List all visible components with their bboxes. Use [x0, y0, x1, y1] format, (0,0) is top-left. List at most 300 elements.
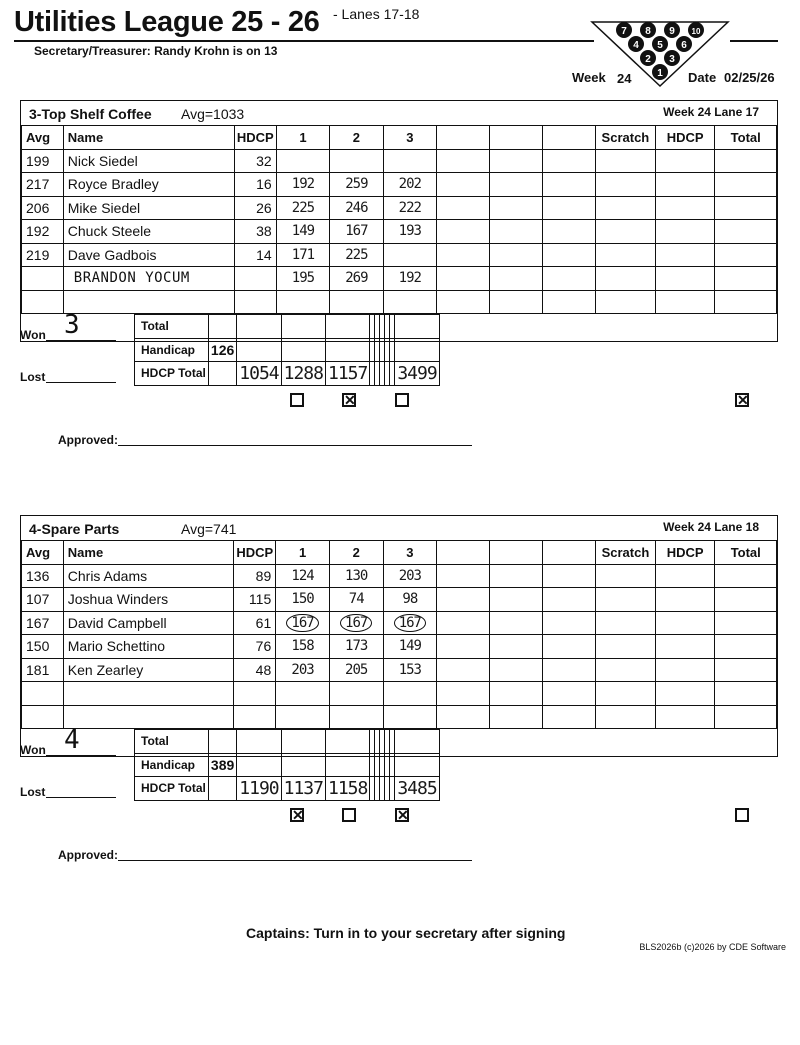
empty-cell [437, 705, 490, 729]
game-score: 167 [394, 614, 426, 632]
summary-table [134, 729, 440, 801]
empty-cell [655, 588, 715, 612]
win-checkbox-g1[interactable] [290, 393, 304, 407]
empty-cell [543, 267, 596, 291]
hdcp-total-game-1: 1190 [237, 777, 281, 801]
summary-row-total [135, 315, 440, 339]
empty-cell [63, 682, 234, 706]
col-game-3: 3 [383, 541, 437, 565]
won-label: Won [20, 743, 46, 757]
empty-cell [596, 682, 656, 706]
secretary-info: Secretary/Treasurer: Randy Krohn is on 13 [34, 44, 278, 58]
empty-cell [715, 705, 777, 729]
col-blank [437, 541, 490, 565]
summary-row-handicap [135, 753, 440, 777]
player-game-2 [329, 588, 383, 612]
pin-7-label: 7 [621, 26, 627, 37]
player-row [22, 290, 777, 314]
empty-cell [543, 588, 596, 612]
col-scratch: Scratch [596, 541, 656, 565]
lost-label: Lost [20, 370, 46, 384]
game-score: 149 [291, 223, 315, 240]
empty-cell [437, 173, 490, 197]
empty-cell [715, 611, 777, 635]
team-header [21, 516, 777, 541]
summary-label: HDCP Total [135, 362, 209, 386]
empty-cell [490, 173, 543, 197]
empty-cell [234, 682, 276, 706]
col-scratch: Scratch [595, 126, 655, 150]
summary-row-hdcp-total [135, 777, 440, 801]
summary-hdcp [208, 730, 236, 754]
empty-cell [437, 658, 490, 682]
empty-cell [490, 588, 543, 612]
pin-5-label: 5 [657, 40, 663, 51]
team-name: 3-Top Shelf Coffee [29, 106, 152, 122]
empty-cell [490, 290, 543, 314]
column-header-row [22, 541, 777, 565]
won-value: 4 [64, 725, 80, 755]
empty-cell [596, 611, 656, 635]
hdcp-total-series: 3499 [395, 362, 439, 386]
empty-cell [543, 173, 596, 197]
game-score: 98 [402, 591, 418, 608]
col-blank [543, 126, 596, 150]
col-blank [490, 541, 543, 565]
win-checkbox-g1[interactable]: ✕ [292, 807, 304, 823]
empty-cell [715, 588, 777, 612]
won-line [46, 755, 116, 756]
game-score: 269 [345, 270, 368, 287]
empty-cell [655, 243, 715, 267]
score-grid [21, 125, 777, 314]
empty-cell [437, 682, 490, 706]
player-avg: 150 [22, 635, 64, 659]
player-game-3 [383, 611, 437, 635]
player-name: Chuck Steele [63, 220, 234, 244]
game-score: 158 [291, 638, 314, 655]
empty-cell [715, 220, 777, 244]
col-avg: Avg [22, 126, 64, 150]
player-game-2 [330, 220, 383, 244]
summary-hdcp: 389 [208, 753, 236, 777]
empty-cell [715, 658, 777, 682]
col-hdcp-total: HDCP [655, 541, 715, 565]
empty-cell [595, 196, 655, 220]
empty-cell [543, 196, 596, 220]
empty-cell [281, 338, 325, 362]
player-game-2 [329, 564, 383, 588]
hdcp-total-game-2: 1137 [281, 777, 325, 801]
empty-cell [437, 564, 490, 588]
player-game-1 [276, 564, 330, 588]
empty-cell [655, 635, 715, 659]
empty-cell [490, 635, 543, 659]
empty-cell [437, 220, 490, 244]
player-name: Mario Schettino [63, 635, 234, 659]
team-average: Avg=1033 [181, 106, 245, 122]
empty-cell [715, 635, 777, 659]
empty-cell [715, 173, 777, 197]
empty-cell [490, 243, 543, 267]
empty-cell [655, 290, 715, 314]
win-checkbox-total[interactable]: ✕ [737, 392, 749, 408]
game-score: 259 [345, 176, 368, 193]
col-blank [490, 126, 543, 150]
lanes-label: - Lanes 17-18 [333, 6, 420, 22]
empty-cell [595, 173, 655, 197]
team-sheet-1 [20, 100, 778, 342]
player-row [22, 588, 777, 612]
col-blank [437, 126, 490, 150]
empty-cell [490, 196, 543, 220]
player-game-3 [383, 658, 437, 682]
team-average: Avg=741 [181, 521, 237, 537]
empty-cell [437, 290, 490, 314]
player-row [22, 705, 777, 729]
player-game-3 [383, 267, 436, 291]
empty-cell [655, 682, 715, 706]
player-hdcp: 32 [234, 149, 276, 173]
player-game-2 [330, 243, 383, 267]
player-name: Dave Gadbois [63, 243, 234, 267]
empty-cell [22, 290, 64, 314]
league-title: Utilities League 25 - 26 [14, 6, 320, 38]
summary-row-handicap [135, 338, 440, 362]
empty-cell [329, 682, 383, 706]
game-score: 192 [398, 270, 421, 287]
team-header [21, 101, 777, 126]
player-row [22, 220, 777, 244]
player-avg: 199 [22, 149, 64, 173]
week-value: 24 [617, 71, 632, 86]
pin-2-label: 2 [645, 54, 651, 65]
player-game-3 [383, 243, 436, 267]
player-name: Nick Siedel [63, 149, 234, 173]
captains-instruction: Captains: Turn in to your secretary after signing [246, 925, 566, 941]
empty-cell [383, 290, 436, 314]
player-game-1 [276, 635, 330, 659]
empty-cell [715, 564, 777, 588]
empty-cell [543, 611, 596, 635]
empty-cell [276, 682, 330, 706]
empty-cell [437, 588, 490, 612]
empty-cell [543, 705, 596, 729]
player-game-3 [383, 149, 436, 173]
player-game-2 [329, 658, 383, 682]
empty-cell [595, 220, 655, 244]
pin-3-label: 3 [669, 54, 675, 65]
empty-cell [437, 611, 490, 635]
player-game-1 [276, 658, 330, 682]
empty-cell [63, 290, 234, 314]
hdcp-total-game-1: 1054 [237, 362, 281, 386]
empty-cell [276, 705, 330, 729]
empty-cell [237, 315, 281, 339]
player-avg: 192 [22, 220, 64, 244]
empty-cell [490, 658, 543, 682]
date-value: 02/25/26 [724, 70, 775, 85]
player-game-2 [329, 611, 383, 635]
copyright: BLS2026b (c)2026 by CDE Software [639, 942, 786, 952]
empty-cell [395, 730, 439, 754]
player-name: David Campbell [63, 611, 234, 635]
empty-cell [655, 220, 715, 244]
team-sheet-2 [20, 515, 778, 757]
empty-cell [281, 753, 325, 777]
empty-cell [655, 705, 715, 729]
pin-4-label: 4 [633, 40, 639, 51]
player-game-1 [276, 173, 329, 197]
win-checkbox-g3[interactable]: ✕ [397, 807, 409, 823]
empty-cell [395, 338, 439, 362]
empty-cell [437, 267, 490, 291]
empty-cell [655, 173, 715, 197]
game-score: 205 [345, 661, 368, 678]
title-underline [14, 40, 594, 42]
empty-cell [595, 243, 655, 267]
col-name: Name [63, 126, 234, 150]
win-checkbox-g2[interactable] [342, 808, 356, 822]
win-checkbox-g3[interactable] [395, 393, 409, 407]
player-game-3 [383, 173, 436, 197]
won-value: 3 [64, 310, 80, 340]
team-name: 4-Spare Parts [29, 521, 120, 537]
lost-line [46, 797, 116, 798]
player-row [22, 196, 777, 220]
player-hdcp: 89 [234, 564, 276, 588]
empty-cell [437, 149, 490, 173]
col-game-2: 2 [329, 541, 383, 565]
player-avg: 219 [22, 243, 64, 267]
empty-cell [490, 705, 543, 729]
player-game-1 [276, 149, 329, 173]
player-avg: 107 [22, 588, 64, 612]
empty-cell [715, 290, 777, 314]
game-score: 195 [291, 270, 315, 287]
player-hdcp: 115 [234, 588, 276, 612]
lost-line [46, 382, 116, 383]
empty-cell [325, 315, 369, 339]
empty-cell [490, 564, 543, 588]
week-lane-label: Week 24 Lane 17 [663, 105, 759, 119]
empty-cell [543, 658, 596, 682]
approved-label: Approved: [58, 433, 118, 447]
game-score: 173 [345, 638, 368, 655]
summary-label: Total [135, 315, 209, 339]
empty-cell [234, 705, 276, 729]
summary-hdcp [208, 777, 236, 801]
hdcp-total-series: 3485 [395, 777, 439, 801]
date-label: Date [688, 70, 717, 85]
empty-cell [596, 564, 656, 588]
column-header-row [22, 126, 777, 150]
game-score: 193 [398, 223, 421, 240]
empty-cell [281, 730, 325, 754]
player-name: Joshua Winders [63, 588, 234, 612]
hdcp-total-game-3: 1157 [325, 362, 369, 386]
col-game-3: 3 [383, 126, 436, 150]
empty-cell [383, 682, 437, 706]
player-game-3 [383, 220, 436, 244]
summary-label: Handicap [135, 753, 209, 777]
player-name: Ken Zearley [63, 658, 234, 682]
empty-cell [395, 753, 439, 777]
win-checkbox-total[interactable] [735, 808, 749, 822]
empty-cell [395, 315, 439, 339]
empty-cell [715, 267, 777, 291]
player-game-1 [276, 243, 329, 267]
empty-cell [63, 705, 234, 729]
game-score: 153 [398, 661, 421, 678]
empty-cell [325, 338, 369, 362]
empty-cell [490, 682, 543, 706]
pin-6-label: 6 [681, 40, 687, 51]
player-avg: 206 [22, 196, 64, 220]
summary-label: HDCP Total [135, 777, 209, 801]
col-hdcp: HDCP [234, 541, 276, 565]
player-name: Royce Bradley [63, 173, 234, 197]
player-row [22, 611, 777, 635]
player-game-1 [276, 611, 330, 635]
game-score: 203 [291, 661, 314, 678]
summary-row-total [135, 730, 440, 754]
player-hdcp: 61 [234, 611, 276, 635]
summary-row-hdcp-total [135, 362, 440, 386]
player-avg: 181 [22, 658, 64, 682]
col-blank [543, 541, 596, 565]
player-game-2 [330, 196, 383, 220]
empty-cell [234, 290, 276, 314]
empty-cell [655, 149, 715, 173]
col-game-2: 2 [330, 126, 383, 150]
game-score: 202 [398, 176, 421, 193]
player-avg: 167 [22, 611, 64, 635]
empty-cell [490, 149, 543, 173]
player-game-1 [276, 196, 329, 220]
empty-cell [383, 705, 437, 729]
pin-10-label: 10 [691, 27, 701, 36]
empty-cell [543, 243, 596, 267]
empty-cell [543, 149, 596, 173]
approved-signature-line[interactable] [118, 860, 472, 861]
empty-cell [437, 635, 490, 659]
player-row [22, 149, 777, 173]
game-score: 225 [291, 199, 315, 216]
player-row [22, 564, 777, 588]
player-game-3 [383, 196, 436, 220]
player-game-3 [383, 564, 437, 588]
player-row [22, 658, 777, 682]
player-row [22, 243, 777, 267]
empty-cell [655, 564, 715, 588]
empty-cell [237, 753, 281, 777]
lost-label: Lost [20, 785, 46, 799]
game-score: 167 [286, 614, 318, 632]
col-total: Total [715, 126, 777, 150]
summary-label: Total [135, 730, 209, 754]
empty-cell [325, 730, 369, 754]
player-hdcp: 26 [234, 196, 276, 220]
col-name: Name [63, 541, 234, 565]
col-hdcp-total: HDCP [655, 126, 715, 150]
empty-cell [543, 564, 596, 588]
empty-cell [329, 705, 383, 729]
player-game-2 [330, 149, 383, 173]
game-score: 74 [348, 591, 364, 608]
player-hdcp: 38 [234, 220, 276, 244]
empty-cell [595, 149, 655, 173]
empty-cell [237, 338, 281, 362]
summary-label: Handicap [135, 338, 209, 362]
player-row [22, 267, 777, 291]
win-checkbox-g2[interactable]: ✕ [344, 392, 356, 408]
hdcp-total-game-2: 1288 [281, 362, 325, 386]
empty-cell [715, 682, 777, 706]
player-name: BRANDON YOCUM [63, 267, 234, 291]
player-avg [22, 267, 64, 291]
empty-cell [655, 267, 715, 291]
player-game-3 [383, 588, 437, 612]
empty-cell [543, 290, 596, 314]
won-label: Won [20, 328, 46, 342]
game-score: 124 [291, 567, 314, 584]
empty-cell [237, 730, 281, 754]
player-hdcp: 48 [234, 658, 276, 682]
empty-cell [596, 635, 656, 659]
week-lane-label: Week 24 Lane 18 [663, 520, 759, 534]
empty-cell [715, 149, 777, 173]
empty-cell [330, 290, 383, 314]
empty-cell [596, 588, 656, 612]
pin-1-label: 1 [657, 68, 663, 79]
player-row [22, 173, 777, 197]
game-score: 167 [345, 223, 368, 240]
empty-cell [22, 705, 64, 729]
game-score: 171 [291, 246, 315, 263]
empty-cell [281, 315, 325, 339]
empty-cell [22, 682, 64, 706]
player-hdcp [234, 267, 276, 291]
empty-cell [490, 611, 543, 635]
summary-hdcp: 126 [208, 338, 236, 362]
col-hdcp: HDCP [234, 126, 276, 150]
pin-8-label: 8 [645, 26, 651, 37]
col-game-1: 1 [276, 541, 330, 565]
player-game-2 [330, 173, 383, 197]
player-row [22, 682, 777, 706]
col-avg: Avg [22, 541, 64, 565]
game-score: 150 [291, 591, 314, 608]
approved-signature-line[interactable] [118, 445, 472, 446]
game-score: 130 [345, 567, 368, 584]
player-game-1 [276, 267, 329, 291]
summary-table [134, 314, 440, 386]
empty-cell [543, 220, 596, 244]
game-score: 167 [340, 614, 372, 632]
pin-9-label: 9 [669, 26, 675, 37]
player-avg: 217 [22, 173, 64, 197]
empty-cell [655, 196, 715, 220]
summary-hdcp [208, 362, 236, 386]
game-score: 192 [291, 176, 315, 193]
summary-hdcp [208, 315, 236, 339]
col-game-1: 1 [276, 126, 329, 150]
week-label: Week [572, 70, 606, 85]
title-underline-right [730, 40, 778, 42]
empty-cell [595, 267, 655, 291]
empty-cell [490, 220, 543, 244]
